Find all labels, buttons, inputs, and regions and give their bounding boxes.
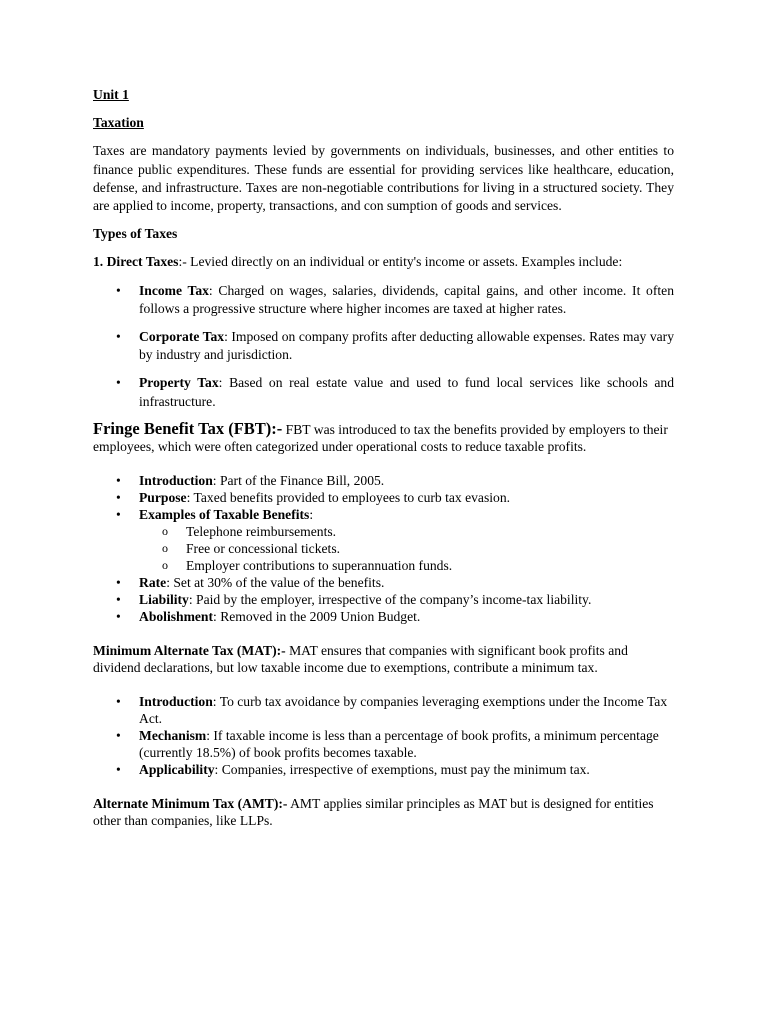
fbt-sub-list bbox=[93, 523, 674, 574]
bullet-icon: • bbox=[116, 574, 121, 590]
direct-taxes-paragraph: 1. Direct Taxes:- Levied directly on an individual or entity's income or assets. Examples include: bbox=[93, 254, 623, 270]
bullet-icon: • bbox=[116, 591, 121, 607]
list-item: • Liability: Paid by the employer, irrespective of the company’s income-tax liability. bbox=[116, 591, 592, 607]
sub-list-item: o Free or concessional tickets. bbox=[162, 540, 341, 556]
bullet-icon: • bbox=[116, 375, 121, 391]
types-heading: Types of Taxes bbox=[93, 226, 178, 242]
bullet-icon: • bbox=[116, 761, 121, 777]
fbt-list bbox=[93, 472, 674, 523]
circle-bullet-icon: o bbox=[162, 557, 168, 572]
list-item: • Introduction: Part of the Finance Bill, 2005. bbox=[116, 472, 385, 488]
direct-taxes-list bbox=[93, 282, 674, 411]
unit-heading: Unit 1 bbox=[93, 87, 129, 102]
list-item: • Mechanism: If taxable income is less than a percentage of book profits, a minimum percentage (currently 18.5%) of book profits becomes taxable. bbox=[116, 727, 659, 760]
mat-paragraph: Minimum Alternate Tax (MAT):- MAT ensures that companies with significant book profits and dividend declarations, but low taxable income due to exemptions, contribute a minimum tax. bbox=[93, 642, 628, 675]
sub-list-item: o Telephone reimbursements. bbox=[162, 523, 337, 539]
bullet-icon: • bbox=[116, 329, 121, 345]
amt-paragraph: Alternate Minimum Tax (AMT):- AMT applies similar principles as MAT but is designed for entities other than companies, like LLPs. bbox=[93, 795, 654, 828]
bullet-icon: • bbox=[116, 489, 121, 505]
document-content bbox=[93, 86, 674, 829]
fbt-list-continued bbox=[93, 574, 674, 625]
mat-list bbox=[93, 693, 674, 778]
bullet-icon: • bbox=[116, 472, 121, 488]
taxation-paragraph: Taxes are mandatory payments levied by governments on individuals, businesses, and other entities to finance public expenditures. These funds are essential for providing services like healthcare, education, defense, and infrastructure. Taxes are non-negotiable contributions for living in a structured society. They are applied to income, property, transactions, and con sumption of goods and services. bbox=[93, 143, 674, 214]
list-item: • Abolishment: Removed in the 2009 Union Budget. bbox=[116, 608, 421, 624]
list-item: • Introduction: To curb tax avoidance by companies leveraging exemptions under the Income Tax Act. bbox=[116, 693, 668, 726]
list-item: • Property Tax: Based on real estate value and used to fund local services like schools and infrastructure. bbox=[116, 375, 675, 409]
list-item: • Examples of Taxable Benefits: bbox=[116, 506, 314, 522]
sub-list-item: o Employer contributions to superannuation funds. bbox=[162, 557, 453, 573]
list-item: • Rate: Set at 30% of the value of the benefits. bbox=[116, 574, 385, 590]
circle-bullet-icon: o bbox=[162, 540, 168, 555]
bullet-icon: • bbox=[116, 727, 121, 743]
list-item: • Applicability: Companies, irrespective of exemptions, must pay the minimum tax. bbox=[116, 761, 590, 777]
bullet-icon: • bbox=[116, 282, 121, 298]
bullet-icon: • bbox=[116, 608, 121, 624]
list-item: • Purpose: Taxed benefits provided to employees to curb tax evasion. bbox=[116, 489, 511, 505]
circle-bullet-icon: o bbox=[162, 523, 168, 538]
bullet-icon: • bbox=[116, 506, 121, 522]
list-item: • Income Tax: Charged on wages, salaries, dividends, capital gains, and other income. It often follows a progressive structure where higher incomes are taxed at higher rates. bbox=[116, 282, 674, 316]
fbt-paragraph: Fringe Benefit Tax (FBT):- FBT was introduced to tax the benefits provided by employers to their employees, which were often categorized under operational costs to reduce taxable profits. bbox=[93, 418, 668, 454]
list-item: • Corporate Tax: Imposed on company profits after deducting allowable expenses. Rates may vary by industry and jurisdiction. bbox=[116, 329, 674, 363]
bullet-icon: • bbox=[116, 693, 121, 709]
taxation-heading: Taxation bbox=[93, 115, 144, 131]
